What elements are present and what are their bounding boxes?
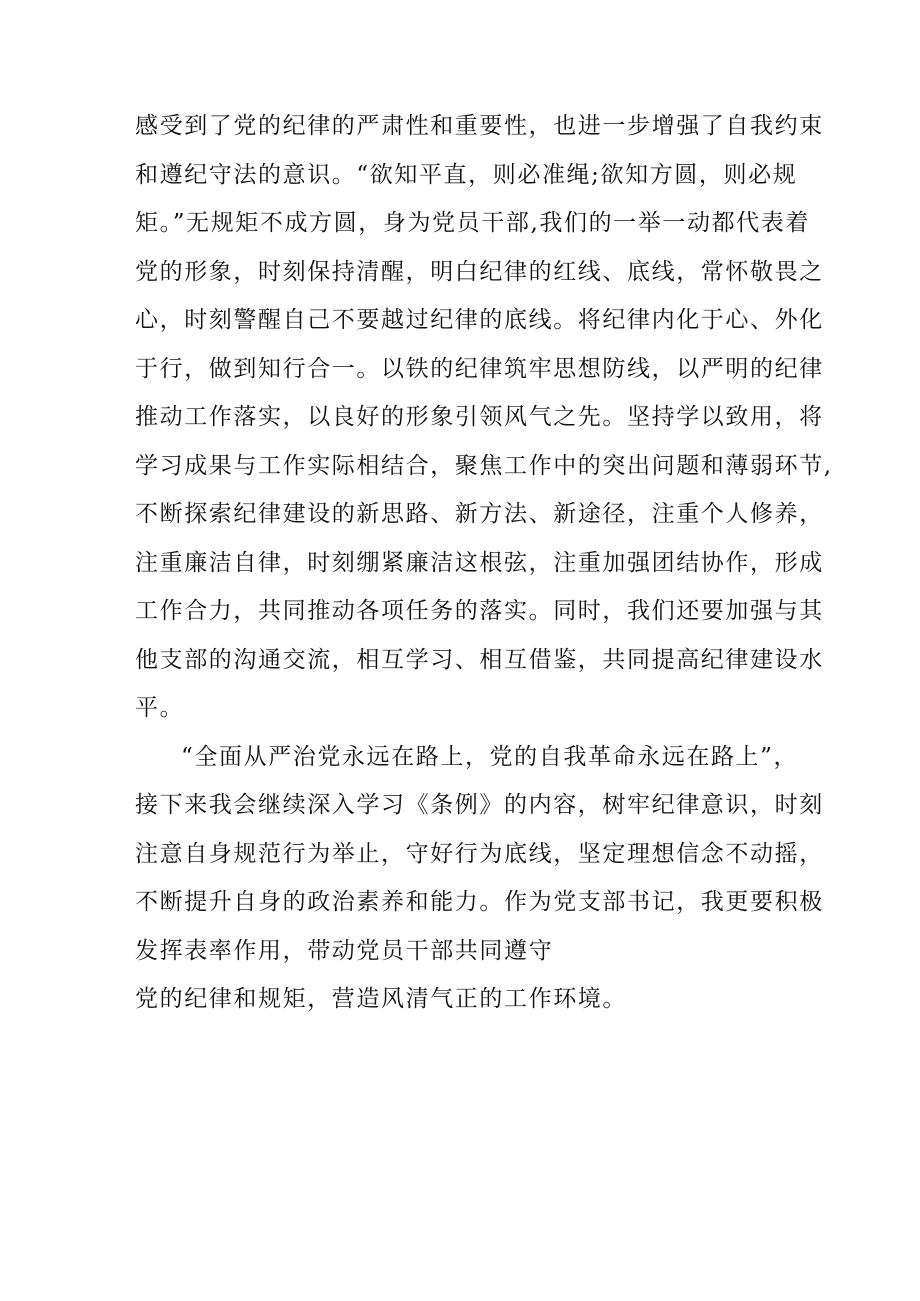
text-line: 心，时刻警醒自己不要越过纪律的底线。将纪律内化于心、外化 [135, 307, 824, 333]
text-line: 不断探索纪律建设的新思路、新方法、新途径，注重个人修养， [135, 501, 824, 527]
text-line: 于行，做到知行合一。以铁的纪律筑牢思想防线，以严明的纪律 [135, 355, 824, 382]
text-line: 平。 [135, 695, 185, 721]
paragraph-start-line: “全面从严治党永远在路上，党的自我革命永远在路上”， [181, 743, 799, 770]
text-line: 工作合力，共同推动各项任务的落实。同时，我们还要加强与其 [135, 598, 824, 624]
text-line: 推动工作落实，以良好的形象引领风气之先。坚持学以致用，将 [135, 404, 824, 430]
text-line: 注意自身规范行为举止，守好行为底线，坚定理想信念不动摇， [135, 840, 824, 867]
text-line: 矩。”无规矩不成方圆，身为党员干部,我们的一举一动都代表着 [135, 210, 810, 236]
text-line: 不断提升自身的政治素养和能力。作为党支部书记，我更要积极 [135, 889, 824, 915]
text-line: 感受到了党的纪律的严肃性和重要性，也进一步增强了自我约束 [135, 113, 824, 139]
text-line: 党的形象，时刻保持清醒，明白纪律的红线、底线，常怀敬畏之 [135, 258, 824, 285]
text-line: 发挥表率作用，带动党员干部共同遵守 [135, 937, 554, 964]
text-line: 和遵纪守法的意识。“欲知平直，则必准绳;欲知方圆，则必规 [135, 161, 798, 188]
document-body [135, 102, 833, 1024]
text-line: 他支部的沟通交流，相互学习、相互借鉴，共同提高纪律建设水 [135, 646, 824, 673]
text-line: 接下来我会继续深入学习《条例》的内容，树牢纪律意识，时刻 [135, 792, 824, 818]
text-line: 注重廉洁自律，时刻绷紧廉洁这根弦，注重加强团结协作，形成 [135, 549, 824, 576]
text-line: 学习成果与工作实际相结合，聚焦工作中的突出问题和薄弱环节, [135, 452, 833, 479]
text-line: 党的纪律和规矩，营造风清气正的工作环境。 [135, 986, 627, 1012]
